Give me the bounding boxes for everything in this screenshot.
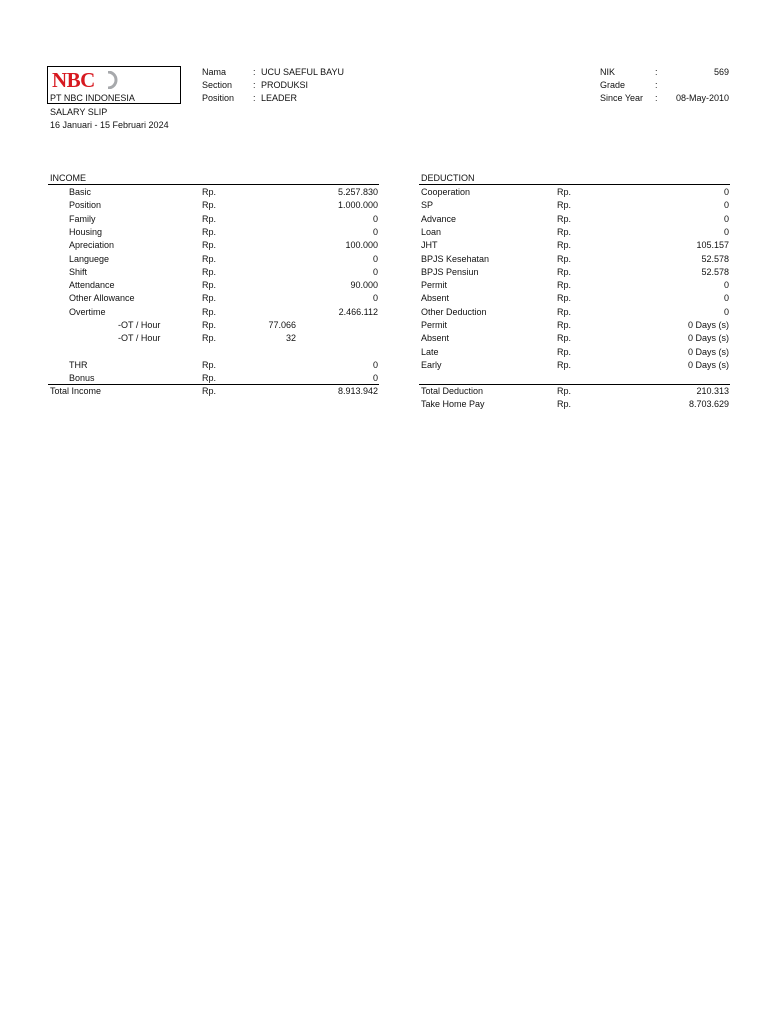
income-row-value: 90.000 xyxy=(350,280,378,290)
deduction-row-currency: Rp. xyxy=(557,200,572,210)
deduction-row-label: Absent xyxy=(421,293,450,303)
pay-period: 16 Januari - 15 Februari 2024 xyxy=(50,120,169,130)
income-row-value: 0 xyxy=(372,254,378,264)
overtime-detail-label: -OT / Hour xyxy=(118,333,161,343)
deduction-row-currency: Rp. xyxy=(557,293,572,303)
deduction-row-currency: Rp. xyxy=(557,307,572,317)
deduction-row-value: 0 Days (s) xyxy=(687,320,729,330)
deduction-row-label: BPJS Kesehatan xyxy=(421,254,490,264)
income-row-label: Position xyxy=(69,200,102,210)
income-extra-currency: Rp. xyxy=(202,360,217,370)
logo-swoosh-icon xyxy=(105,71,121,89)
income-row-label: Basic xyxy=(69,187,92,197)
deduction-row-value: 52.578 xyxy=(701,254,729,264)
income-row-value: 5.257.830 xyxy=(337,187,378,197)
deduction-row-label: Early xyxy=(421,360,442,370)
income-extra-label: THR xyxy=(69,360,88,370)
income-extra-value: 0 xyxy=(372,373,378,383)
total-deduction-value: 210.313 xyxy=(696,386,729,396)
deduction-header-rule xyxy=(419,184,730,185)
income-row-value: 0 xyxy=(372,227,378,237)
take-home-pay-currency: Rp. xyxy=(557,399,572,409)
employee-since-year: 08-May-2010 xyxy=(675,93,729,103)
income-row-currency: Rp. xyxy=(202,240,217,250)
income-row-value: 100.000 xyxy=(345,240,378,250)
income-row-label: Apreciation xyxy=(69,240,115,250)
since-year-label: Since Year xyxy=(600,93,644,103)
deduction-row-label: Permit xyxy=(421,280,448,290)
employee-nik: 569 xyxy=(713,67,729,77)
total-deduction-label: Total Deduction xyxy=(421,386,484,396)
total-income-label: Total Income xyxy=(50,386,102,396)
income-header-rule xyxy=(48,184,379,185)
deduction-row-currency: Rp. xyxy=(557,360,572,370)
deduction-row-value: 0 xyxy=(723,280,729,290)
income-extra-currency: Rp. xyxy=(202,373,217,383)
income-row-currency: Rp. xyxy=(202,187,217,197)
nik-label: NIK xyxy=(600,67,616,77)
section-label: Section xyxy=(202,80,233,90)
colon: : xyxy=(655,67,658,77)
total-deduction-currency: Rp. xyxy=(557,386,572,396)
overtime-detail-label: -OT / Hour xyxy=(118,320,161,330)
deduction-row-value: 0 xyxy=(723,200,729,210)
employee-name: UCU SAEFUL BAYU xyxy=(261,67,345,77)
company-name: PT NBC INDONESIA xyxy=(50,93,135,103)
name-label: Nama xyxy=(202,67,227,77)
deduction-row-currency: Rp. xyxy=(557,254,572,264)
overtime-detail-value: 32 xyxy=(285,333,296,343)
deduction-row-label: Other Deduction xyxy=(421,307,487,317)
deduction-row-currency: Rp. xyxy=(557,280,572,290)
employee-position: LEADER xyxy=(261,93,298,103)
deduction-row-label: JHT xyxy=(421,240,438,250)
total-income-value: 8.913.942 xyxy=(337,386,378,396)
income-extra-value: 0 xyxy=(372,360,378,370)
income-row-currency: Rp. xyxy=(202,267,217,277)
income-row-label: Housing xyxy=(69,227,103,237)
deduction-row-value: 0 xyxy=(723,187,729,197)
income-heading: INCOME xyxy=(50,173,86,183)
deduction-row-currency: Rp. xyxy=(557,240,572,250)
deduction-row-value: 52.578 xyxy=(701,267,729,277)
colon: : xyxy=(253,93,256,103)
deduction-row-label: SP xyxy=(421,200,434,210)
income-row-label: Other Allowance xyxy=(69,293,135,303)
deduction-row-currency: Rp. xyxy=(557,214,572,224)
income-row-currency: Rp. xyxy=(202,227,217,237)
income-row-currency: Rp. xyxy=(202,214,217,224)
income-row-currency: Rp. xyxy=(202,254,217,264)
deduction-row-label: Absent xyxy=(421,333,450,343)
deduction-row-value: 0 xyxy=(723,227,729,237)
income-row-label: Overtime xyxy=(69,307,106,317)
deduction-row-currency: Rp. xyxy=(557,333,572,343)
document-title: SALARY SLIP xyxy=(50,107,108,117)
take-home-pay-label: Take Home Pay xyxy=(421,399,485,409)
deduction-row-currency: Rp. xyxy=(557,267,572,277)
income-row-label: Attendance xyxy=(69,280,115,290)
grade-label: Grade xyxy=(600,80,626,90)
deduction-row-value: 0 xyxy=(723,307,729,317)
income-extra-label: Bonus xyxy=(69,373,95,383)
take-home-pay-value: 8.703.629 xyxy=(688,399,729,409)
income-row-currency: Rp. xyxy=(202,280,217,290)
income-row-value: 1.000.000 xyxy=(337,200,378,210)
deduction-row-label: Late xyxy=(421,347,439,357)
income-row-value: 2.466.112 xyxy=(338,307,378,317)
deduction-heading: DEDUCTION xyxy=(421,173,475,183)
colon: : xyxy=(655,93,658,103)
deduction-row-label: Cooperation xyxy=(421,187,471,197)
deduction-row-value: 0 xyxy=(723,293,729,303)
colon: : xyxy=(253,80,256,90)
income-row-value: 0 xyxy=(372,267,378,277)
income-row-value: 0 xyxy=(372,293,378,303)
income-row-label: Shift xyxy=(69,267,88,277)
deduction-row-label: Advance xyxy=(421,214,457,224)
colon: : xyxy=(253,67,256,77)
income-row-currency: Rp. xyxy=(202,293,217,303)
income-row-label: Languege xyxy=(69,254,110,264)
deduction-row-currency: Rp. xyxy=(557,320,572,330)
colon: : xyxy=(655,80,658,90)
deduction-row-value: 0 Days (s) xyxy=(687,360,729,370)
deduction-row-value: 105.157 xyxy=(696,240,729,250)
deduction-row-value: 0 Days (s) xyxy=(687,347,729,357)
income-row-value: 0 xyxy=(372,214,378,224)
deduction-row-value: 0 xyxy=(723,214,729,224)
deduction-row-label: Permit xyxy=(421,320,448,330)
company-logo-box xyxy=(47,66,181,104)
overtime-detail-currency: Rp. xyxy=(202,320,217,330)
deduction-row-currency: Rp. xyxy=(557,187,572,197)
overtime-detail-value: 77.066 xyxy=(268,320,296,330)
income-row-currency: Rp. xyxy=(202,307,217,317)
overtime-detail-currency: Rp. xyxy=(202,333,217,343)
deduction-row-currency: Rp. xyxy=(557,227,572,237)
total-income-currency: Rp. xyxy=(202,386,217,396)
deduction-row-value: 0 Days (s) xyxy=(687,333,729,343)
deduction-row-label: BPJS Pensiun xyxy=(421,267,479,277)
income-row-label: Family xyxy=(69,214,96,224)
deduction-row-label: Loan xyxy=(421,227,442,237)
employee-section: PRODUKSI xyxy=(261,80,309,90)
deduction-row-currency: Rp. xyxy=(557,347,572,357)
income-row-currency: Rp. xyxy=(202,200,217,210)
company-logo: NBC xyxy=(52,68,95,92)
position-label: Position xyxy=(202,93,235,103)
